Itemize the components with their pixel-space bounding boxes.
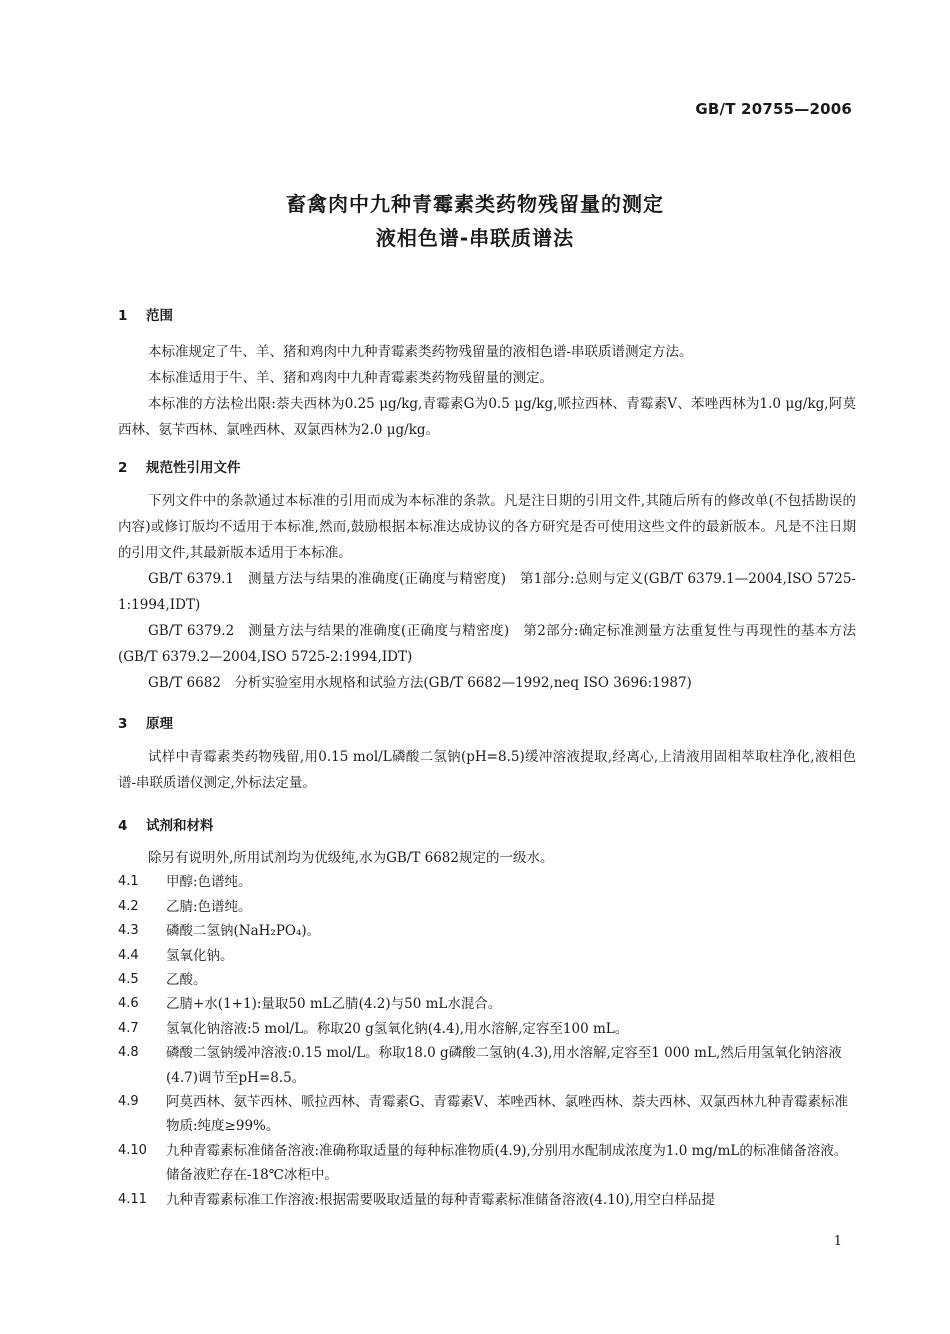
item-number: 4.3	[118, 923, 139, 939]
item-text: 九种青霉素标准工作溶液:根据需要吸取适量的每种青霉素标准储备溶液(4.10),用空白样品提	[166, 1191, 715, 1208]
section-2-heading	[118, 456, 241, 476]
paragraph: 本标准适用于牛、羊、猪和鸡肉中九种青霉素类药物残留量的测定。	[148, 370, 553, 386]
paragraph: 本标准规定了牛、羊、猪和鸡肉中九种青霉素类药物残留量的液相色谱-串联质谱测定方法。	[148, 344, 693, 360]
paragraph: 试样中青霉素类药物残留,用0.15 mol/L磷酸二氢钠(pH=8.5)缓冲溶液提取,经离心,上清液用固相萃取柱净化,液相色谱-串联质谱仪测定,外标法定量。	[118, 749, 856, 791]
list-item	[118, 992, 856, 1016]
paragraph: 除另有说明外,所用试剂均为优级纯,水为GB/T 6682规定的一级水。	[148, 850, 554, 866]
section-3-heading	[118, 712, 173, 732]
item-number: 4.9	[118, 1094, 139, 1110]
item-text: 氢氧化钠溶液:5 mol/L。称取20 g氢氧化钠(4.4),用水溶解,定容至100 mL。	[166, 1020, 629, 1037]
list-item	[118, 1041, 856, 1090]
item-text: 阿莫西林、氨苄西林、哌拉西林、青霉素G、青霉素V、苯唑西林、氯唑西林、萘夫西林、双氯西林九种青霉素标准物质:纯度≥99%。	[166, 1094, 849, 1135]
item-number: 4.6	[118, 996, 139, 1012]
paragraph: 本标准的方法检出限:萘夫西林为0.25 μg/kg,青霉素G为0.5 μg/kg,哌拉西林、青霉素V、苯唑西林为1.0 μg/kg,阿莫西林、氨苄西林、氯唑西林、双氯西林为2.0 μg/kg。	[118, 396, 856, 438]
item-text: 甲醇:色谱纯。	[166, 874, 252, 891]
reference-item: GB/T 6379.2 测量方法与结果的准确度(正确度与精密度) 第2部分:确定标准测量方法重复性与再现性的基本方法(GB/T 6379.2—2004,ISO 5725-2:1994,IDT)	[118, 623, 856, 665]
item-number: 4.7	[118, 1020, 139, 1036]
section-number: 2	[118, 460, 128, 476]
item-number: 4.1	[118, 874, 139, 890]
section-1-heading	[118, 304, 173, 324]
section-number: 1	[118, 308, 128, 324]
item-text: 九种青霉素标准储备溶液:准确称取适量的每种标准物质(4.9),分别用水配制成浓度为1.0 mg/mL的标准储备溶液。储备液贮存在-18℃冰柜中。	[166, 1142, 848, 1184]
list-item	[118, 1017, 856, 1041]
list-item	[118, 1090, 856, 1139]
item-text: 磷酸二氢钠(NaH₂PO₄)。	[166, 923, 321, 940]
reference-item: GB/T 6682 分析实验室用水规格和试验方法(GB/T 6682—1992,neq ISO 3696:1987)	[148, 675, 692, 691]
section-2-body	[118, 488, 856, 696]
item-number: 4.4	[118, 947, 139, 963]
paragraph: 下列文件中的条款通过本标准的引用而成为本标准的条款。凡是注日期的引用文件,其随后所有的修改单(不包括勘误的内容)或修订版均不适用于本标准,然而,鼓励根据本标准达成协议的各方研究是否可使用这些文件的最新版本。凡是不注日期的引用文件,其最新版本适用于本标准。	[118, 493, 856, 561]
section-3-body	[118, 744, 856, 796]
reference-item: GB/T 6379.1 测量方法与结果的准确度(正确度与精密度) 第1部分:总则与定义(GB/T 6379.1—2004,ISO 5725-1:1994,IDT)	[118, 571, 856, 613]
section-title: 范围	[146, 308, 173, 324]
section-title: 试剂和材料	[146, 818, 214, 834]
section-4-heading	[118, 814, 214, 834]
list-item	[118, 944, 856, 968]
item-number: 4.2	[118, 898, 139, 914]
item-text: 乙腈+水(1+1):量取50 mL乙腈(4.2)与50 mL水混合。	[166, 996, 502, 1013]
section-title: 原理	[146, 716, 173, 732]
section-number: 3	[118, 716, 128, 732]
list-item	[118, 870, 856, 894]
section-4-body	[118, 846, 856, 1212]
section-title: 规范性引用文件	[146, 460, 241, 476]
item-number: 4.8	[118, 1045, 139, 1061]
list-item	[118, 1139, 856, 1188]
item-text: 乙酸。	[166, 972, 207, 989]
item-text: 乙腈:色谱纯。	[166, 898, 252, 915]
standard-code: GB/T 20755—2006	[695, 100, 852, 118]
item-number: 4.10	[118, 1142, 147, 1158]
item-number: 4.11	[118, 1191, 147, 1207]
page-number: 1	[833, 1234, 842, 1249]
document-subtitle: 液相色谱-串联质谱法	[375, 226, 575, 250]
section-1-body	[118, 339, 856, 443]
item-number: 4.5	[118, 972, 139, 988]
item-text: 氢氧化钠。	[166, 947, 234, 964]
list-item	[118, 968, 856, 992]
list-item	[118, 1188, 856, 1212]
document-title: 畜禽肉中九种青霉素类药物残留量的测定	[286, 192, 664, 216]
section-number: 4	[118, 818, 128, 834]
item-text: 磷酸二氢钠缓冲溶液:0.15 mol/L。称取18.0 g磷酸二氢钠(4.3),用水溶解,定容至1 000 mL,然后用氢氧化钠溶液(4.7)调节至pH=8.5。	[166, 1045, 842, 1086]
list-item	[118, 895, 856, 919]
list-item	[118, 919, 856, 943]
